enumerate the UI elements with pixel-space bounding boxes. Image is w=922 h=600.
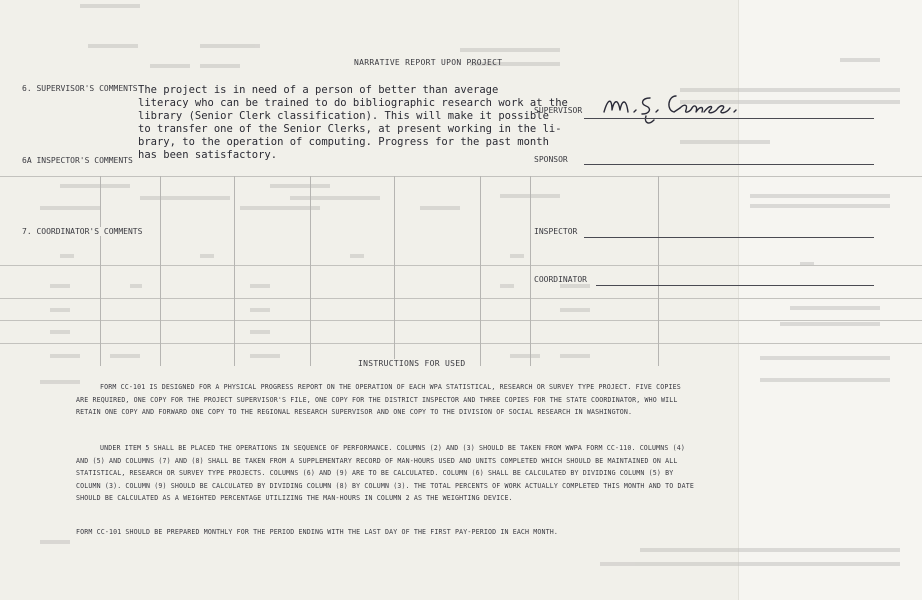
comment-line: has been satisfactory. bbox=[138, 149, 278, 161]
form-column-rule bbox=[234, 176, 235, 366]
comment-line: The project is in need of a person of better than average bbox=[138, 84, 499, 96]
inspector-signature-line bbox=[584, 237, 874, 238]
supervisor-label: SUPERVISOR bbox=[534, 106, 583, 115]
coordinator-signature-line bbox=[596, 285, 874, 286]
instructions-paragraph: FORM CC-101 IS DESIGNED FOR A PHYSICAL PROGRESS REPORT ON THE OPERATION OF EACH WPA STATISTICAL, RESEARCH OR SURVEY TYPE PROJECT. FIVE COPIES ARE REQUIRED, ONE COPY FOR THE PROJECT SUPERVISOR'S FILE, ONE COPY FOR THE DISTRICT INSPECTOR AND THREE COPIES FOR THE STATE COORDINATOR, WHO WILL RETAIN ONE COPY AND FORWARD ONE COPY TO THE REGIONAL RESEARCH SUPERVISOR AND ONE COPY TO THE DIVISION OF SOCIAL RESEARCH IN WASHINGTON. bbox=[76, 383, 681, 417]
supervisor-signature bbox=[600, 90, 750, 136]
inspector-label: INSPECTOR bbox=[534, 227, 578, 236]
inspector-comments-label: 6A INSPECTOR'S COMMENTS bbox=[22, 156, 133, 165]
supervisor-comments-label: 6. SUPERVISOR'S COMMENTS bbox=[22, 84, 138, 93]
coordinator-label: COORDINATOR bbox=[534, 275, 587, 284]
form-column-rule bbox=[310, 176, 311, 366]
form-column-rule bbox=[160, 176, 161, 366]
sponsor-label: SPONSOR bbox=[534, 155, 568, 164]
comment-line: library (Senior Clerk classification). This will make it possible bbox=[138, 110, 549, 122]
form-column-rule bbox=[530, 176, 531, 366]
form-rule bbox=[0, 176, 922, 177]
coordinator-comments-label: 7. COORDINATOR'S COMMENTS bbox=[22, 227, 143, 236]
form-rule bbox=[0, 343, 922, 344]
form-column-rule bbox=[100, 176, 101, 366]
form-column-rule bbox=[480, 176, 481, 366]
sponsor-signature-line bbox=[584, 164, 874, 165]
form-rule bbox=[0, 265, 922, 266]
instructions-paragraph: UNDER ITEM 5 SHALL BE PLACED THE OPERATIONS IN SEQUENCE OF PERFORMANCE. COLUMNS (2) AND (3) SHOULD BE TAKEN FROM WWPA FORM CC-110. COLUMNS (4) AND (5) AND COLUMNS (7) AND (8) SHALL BE TAKEN FROM A SUPPLEMENTARY RECORD OF MAN-HOURS USED AND UNITS COMPLETED WHICH SHOULD BE MAINTAINED ON ALL STATISTICAL, RESEARCH OR SURVEY TYPE PROJECTS. COLUMNS (6) AND (9) ARE TO BE CALCULATED. COLUMN (6) SHALL BE CALCULATED BY DIVIDING COLUMN (5) BY COLUMN (3). COLUMN (9) SHOULD BE CALCULATED BY DIVIDING COLUMN (8) BY COLUMN (3). THE TOTAL PERCENTS OF WORK ACTUALLY COMPLETED THIS MONTH AND TO DATE SHOULD BE CALCULATED AS A WEIGHTED PERCENTAGE UTILIZING THE MAN-HOURS IN COLUMN 2 AS THE WEIGHTING DEVICE. bbox=[76, 444, 694, 503]
instructions-title: INSTRUCTIONS FOR USED bbox=[355, 359, 468, 368]
form-column-rule bbox=[658, 176, 659, 366]
supervisor-signature-line bbox=[584, 118, 874, 119]
form-title: NARRATIVE REPORT UPON PROJECT bbox=[354, 58, 503, 67]
comment-line: brary, to the operation of computing. Progress for the past month bbox=[138, 136, 549, 148]
form-rule bbox=[0, 298, 922, 299]
instructions-paragraph: FORM CC-101 SHOULD BE PREPARED MONTHLY FOR THE PERIOD ENDING WITH THE LAST DAY OF THE FIRST PAY-PERIOD IN EACH MONTH. bbox=[76, 528, 559, 536]
comment-line: literacy who can be trained to do bibliographic research work at the bbox=[138, 97, 568, 109]
form-rule bbox=[0, 320, 922, 321]
form-column-rule bbox=[394, 176, 395, 366]
comment-line: to transfer one of the Senior Clerks, at present working in the li- bbox=[138, 123, 562, 135]
